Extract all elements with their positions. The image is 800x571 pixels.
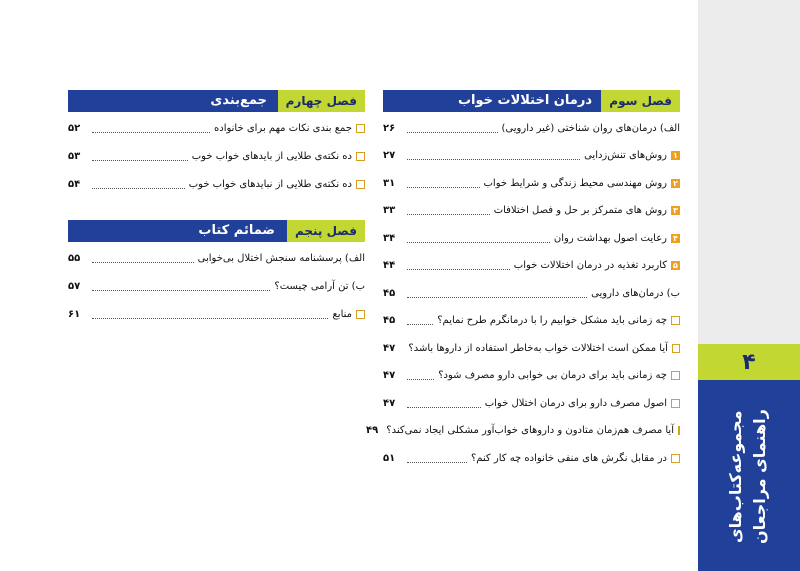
chapter-4-header xyxy=(68,90,365,112)
toc-page-number: ۲۷ xyxy=(383,150,396,161)
toc-entry-text: آیا مصرف هم‌زمان متادون و داروهای خواب‌آور مشکلی ایجاد نمی‌کند؟ xyxy=(386,425,674,436)
toc-page-number: ۶۱ xyxy=(68,308,81,320)
numbered-bullet-icon: ۵ xyxy=(671,261,680,270)
toc-page-number: ۴۷ xyxy=(383,370,396,381)
dot-leader xyxy=(407,124,498,133)
bullet-square-icon xyxy=(356,180,365,189)
toc-entry-text: در مقابل نگرش های منفی خانواده چه کار کنم؟ xyxy=(470,452,667,464)
dot-leader xyxy=(407,399,481,408)
toc-page-number: ۳۳ xyxy=(383,205,396,216)
dot-leader xyxy=(92,180,185,189)
toc-entry xyxy=(383,120,680,136)
toc-entry xyxy=(68,176,365,192)
toc-entry-text: رعایت اصول بهداشت روان xyxy=(553,232,667,244)
chapter-4-title: جمع‌بندی xyxy=(210,93,267,108)
dot-leader xyxy=(407,179,480,188)
dot-leader xyxy=(92,152,188,161)
toc-entry xyxy=(383,450,680,466)
numbered-bullet-icon: ۴ xyxy=(671,234,680,243)
toc-entry xyxy=(68,278,365,294)
toc-page-number: ۵۱ xyxy=(383,452,396,464)
chapter-5-label: فصل پنجم xyxy=(287,220,365,242)
toc-entry-text: الف) پرسشنامه سنجش اختلال بی‌خوابی xyxy=(197,252,365,264)
toc-page-number: ۴۷ xyxy=(383,397,396,409)
toc-entry xyxy=(68,306,365,322)
toc-entry-text: منابع xyxy=(332,308,352,320)
toc-page-number: ۵۲ xyxy=(68,122,81,134)
dot-leader xyxy=(407,371,434,380)
bullet-square-icon xyxy=(678,426,680,435)
toc-page-number: ۵۴ xyxy=(68,178,81,190)
toc-page-number: ۴۷ xyxy=(383,342,396,354)
toc-page-number: ۳۴ xyxy=(383,232,396,244)
toc-entry xyxy=(383,395,680,411)
chapter-3-label: فصل سوم xyxy=(601,90,680,112)
chapter-3-header xyxy=(383,90,680,112)
toc-entry-text: روش مهندسی محیط زندگی و شرایط خواب xyxy=(483,177,667,189)
toc-entry xyxy=(383,230,680,246)
toc-entry-text: اصول مصرف دارو برای درمان اختلال خواب xyxy=(484,397,667,409)
dot-leader xyxy=(407,289,587,298)
toc-entry-text: روش‌های تنش‌زدایی xyxy=(584,150,667,161)
toc-entry-text: چه زمانی باید مشکل خوابیم را با درمانگرم طرح نمایم؟ xyxy=(437,315,667,326)
series-title xyxy=(724,392,774,562)
chapter-5-title: ضمائم کتاب xyxy=(198,223,275,238)
bullet-square-icon xyxy=(356,124,365,133)
toc-entry xyxy=(383,258,680,274)
toc-entry xyxy=(383,368,680,384)
toc-page-number: ۴۵ xyxy=(383,315,396,326)
toc-entry xyxy=(383,313,680,329)
toc-page-number: ۴۴ xyxy=(383,260,396,271)
toc-page-number: ۲۶ xyxy=(383,122,396,134)
toc-entry-text: کاربرد تغذیه در درمان اختلالات خواب xyxy=(513,260,667,271)
chapter-3-title: درمان اختلالات خواب xyxy=(457,93,592,108)
dot-leader xyxy=(407,261,510,270)
dot-leader xyxy=(92,254,194,263)
toc-entry xyxy=(383,340,680,356)
toc-entry xyxy=(383,203,680,219)
dot-leader xyxy=(407,234,550,243)
toc-page-number: ۴۵ xyxy=(383,287,396,299)
toc-entry-text: آیا ممکن است اختلالات خواب به‌خاطر استفاده از داروها باشد؟ xyxy=(408,342,668,354)
dot-leader xyxy=(407,316,433,325)
toc-page-number: ۵۷ xyxy=(68,280,81,292)
chapter-5-header xyxy=(68,220,365,242)
series-title-line1: مجموعه‌کتاب‌های xyxy=(726,410,745,544)
toc-page-number: ۳۱ xyxy=(383,177,396,189)
toc-entry-text: الف) درمان‌های روان شناختی (غیر دارویی) xyxy=(501,122,680,134)
toc-entry xyxy=(383,285,680,301)
toc-entry xyxy=(68,148,365,164)
numbered-bullet-icon: ۳ xyxy=(671,206,680,215)
toc-entry xyxy=(383,175,680,191)
toc-entry xyxy=(68,250,365,266)
dot-leader xyxy=(92,124,210,133)
chapter-4-label: فصل چهارم xyxy=(278,90,365,112)
toc-entry-text: ده نکته‌ی طلایی از نبایدهای خواب خوب xyxy=(188,178,352,190)
toc-entry xyxy=(383,148,680,164)
toc-entry xyxy=(68,120,365,136)
toc-entry-text: چه زمانی باید برای درمان بی خوابی دارو مصرف شود؟ xyxy=(438,370,667,381)
numbered-bullet-icon: ۱ xyxy=(671,151,680,160)
bullet-square-icon xyxy=(671,454,680,463)
toc-entry-text: ده نکته‌ی طلایی از بایدهای خواب خوب xyxy=(191,150,352,162)
toc-page-number: ۵۵ xyxy=(68,252,81,264)
bullet-square-icon xyxy=(671,316,680,325)
bullet-square-icon xyxy=(671,399,680,408)
dot-leader xyxy=(407,151,580,160)
toc-entry-text: ب) درمان‌های دارویی xyxy=(591,287,680,299)
toc-entry xyxy=(366,423,680,439)
toc-page-number: ۴۹ xyxy=(366,425,379,436)
dot-leader xyxy=(92,310,328,319)
dot-leader xyxy=(92,282,270,291)
toc-entry-text: جمع بندی نکات مهم برای خانواده xyxy=(214,122,352,134)
bullet-square-icon xyxy=(356,310,365,319)
toc-page-number: ۵۳ xyxy=(68,150,81,162)
bullet-square-icon xyxy=(356,152,365,161)
toc-entry-text: ب) تن آرامی چیست؟ xyxy=(274,280,365,292)
toc-entry-text: روش های متمرکز بر حل و فصل اختلافات xyxy=(493,205,667,216)
dot-leader xyxy=(407,206,490,215)
series-title-line2: راهنمای مراجعان xyxy=(750,409,769,545)
dot-leader xyxy=(407,454,467,463)
bullet-square-icon xyxy=(671,371,680,380)
bullet-square-icon xyxy=(672,344,680,353)
numbered-bullet-icon: ۲ xyxy=(671,179,680,188)
page-number: ۴ xyxy=(698,344,800,380)
